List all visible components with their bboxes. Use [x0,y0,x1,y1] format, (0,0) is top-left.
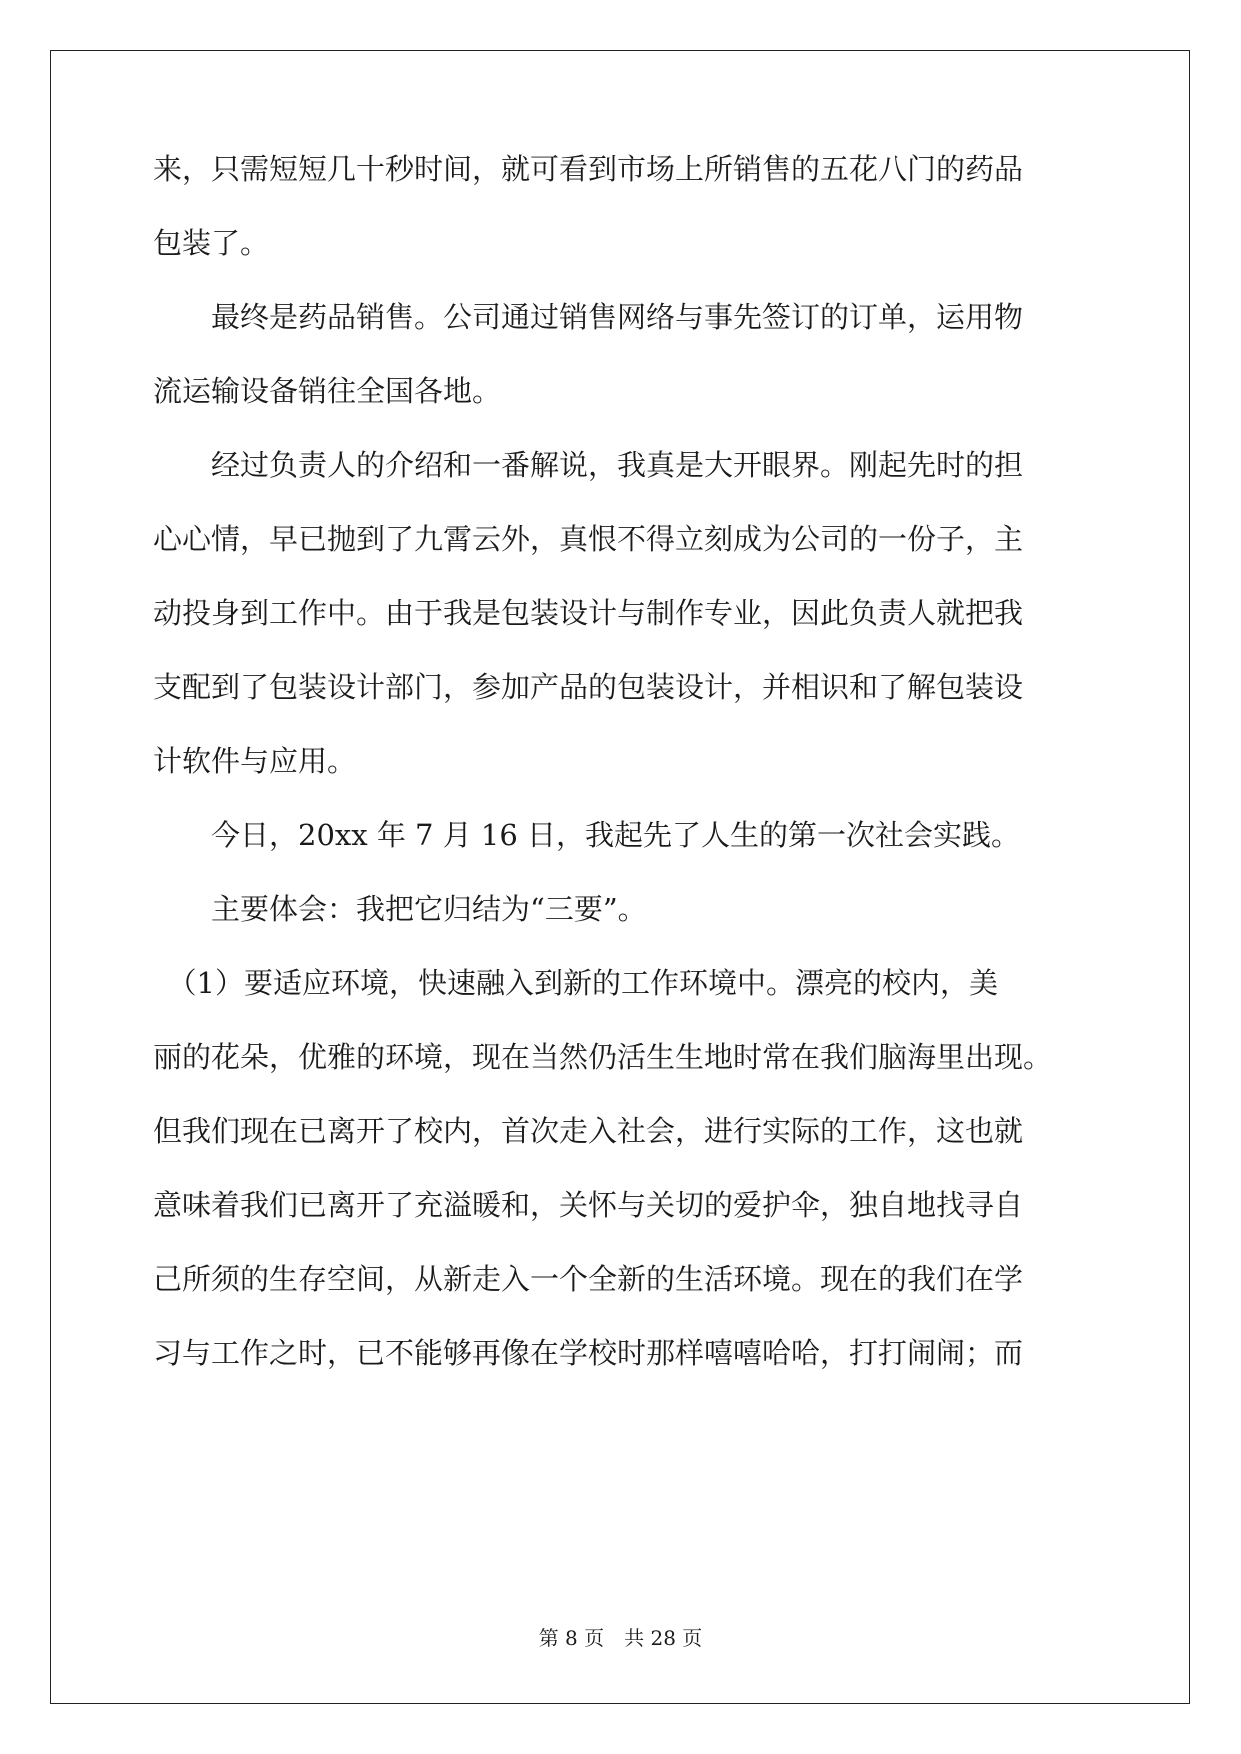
text-line: 来，只需短短几十秒时间，就可看到市场上所销售的五花八门的药品 [153,152,1024,186]
text-line: 流运输设备销往全国各地。 [153,374,502,408]
text-line: 意味着我们已离开了充溢暖和，关怀与关切的爱护伞，独自地找寻自 [153,1188,1024,1222]
text-line: 习与工作之时，已不能够再像在学校时那样嘻嘻哈哈，打打闹闹；而 [153,1336,1024,1370]
text-line: 丽的花朵，优雅的环境，现在当然仍活生生地时常在我们脑海里出现。 [153,1040,1053,1074]
text-line: 心心情，早已抛到了九霄云外，真恨不得立刻成为公司的一份子，主 [153,522,1024,556]
text-line: 己所须的生存空间，从新走入一个全新的生活环境。现在的我们在学 [153,1262,1024,1296]
text-line: 计软件与应用。 [153,744,357,778]
text-line: 今日，20xx 年 7 月 16 日，我起先了人生的第一次社会实践。 [153,818,1021,852]
text-line: 包装了。 [153,226,270,260]
text-line: 动投身到工作中。由于我是包装设计与制作专业，因此负责人就把我 [153,596,1024,630]
page-number-footer: 第 8 页 共 28 页 [538,1626,703,1650]
text-line: 但我们现在已离开了校内，首次走入社会，进行实际的工作，这也就 [153,1114,1024,1148]
text-line: （1）要适应环境，快速融入到新的工作环境中。漂亮的校内，美 [153,966,998,1000]
text-line: 主要体会：我把它归结为“三要”。 [153,892,647,926]
text-line: 支配到了包装设计部门，参加产品的包装设计，并相识和了解包装设 [153,670,1024,704]
text-line: 最终是药品销售。公司通过销售网络与事先签订的订单，运用物 [153,300,1024,334]
text-line: 经过负责人的介绍和一番解说，我真是大开眼界。刚起先时的担 [153,448,1024,482]
